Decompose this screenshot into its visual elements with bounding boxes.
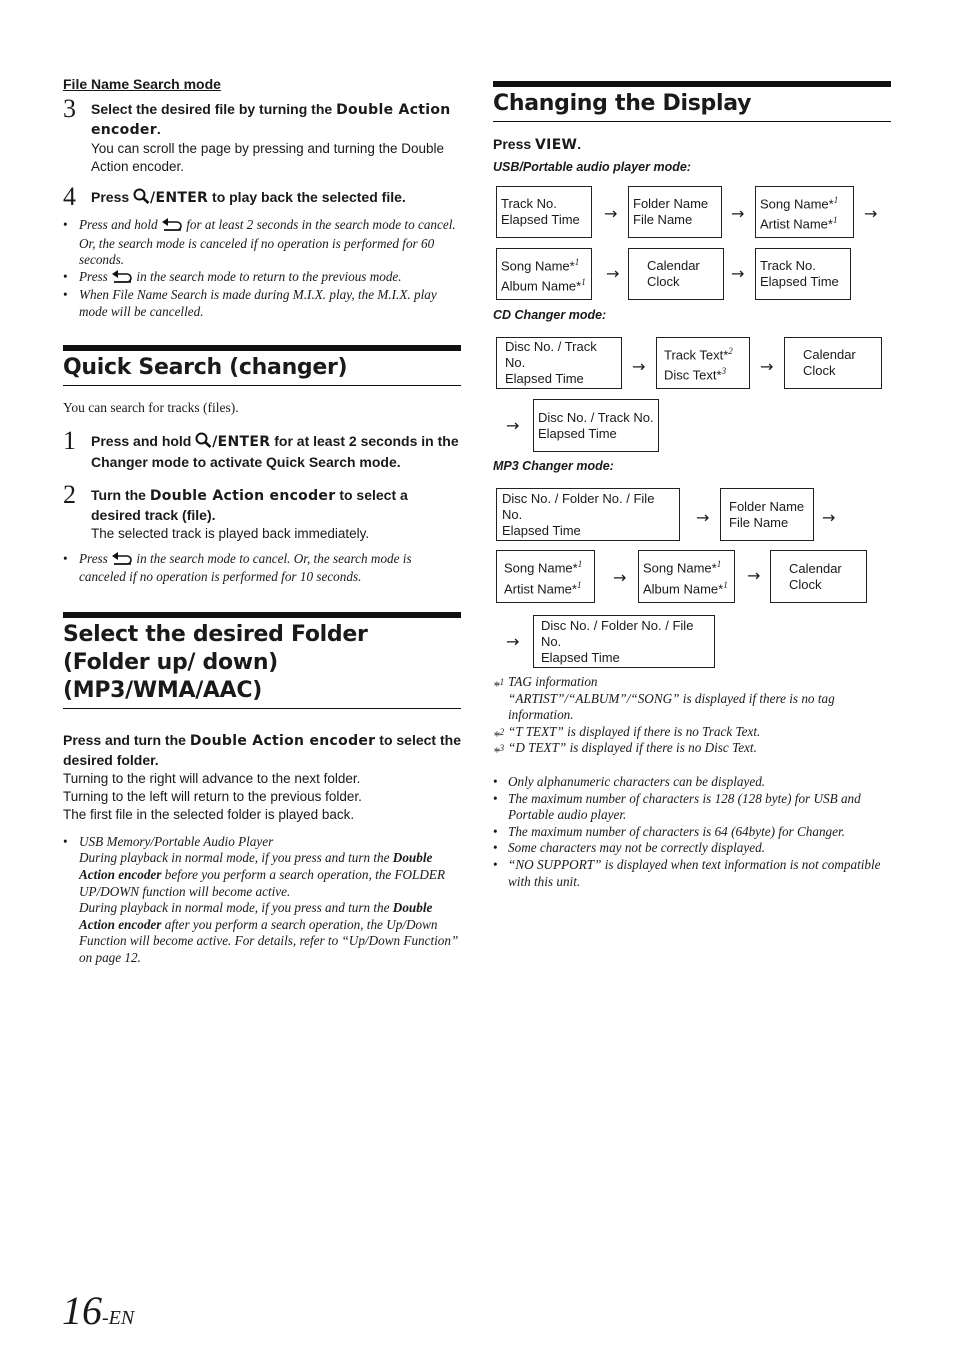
footnotes: [493, 674, 891, 890]
step-4: [63, 182, 461, 211]
cd-box-text: Track Text*$^2$ Disc Text*$^3$: [656, 337, 750, 389]
left-column: [63, 74, 461, 967]
mp3-box-folder: Folder Name File Name: [720, 488, 814, 541]
arrow: →: [506, 632, 520, 651]
usb-box-song-artist: Song Name*$^1$ Artist Name*$^1$: [755, 186, 854, 238]
page-number: 16-EN: [62, 1288, 135, 1333]
arrow: →: [864, 204, 878, 223]
magnifier-icon: [195, 432, 212, 453]
arrow: →: [747, 566, 761, 585]
step-number: 2: [63, 479, 76, 509]
usb-box-track-end: Track No. Elapsed Time: [755, 248, 851, 300]
note-item: • Press and hold for at least 2 seconds in the search mode to cancel. Or, the search mode is canceled if no operation is performed for 60 seconds.: [63, 217, 461, 269]
step-2: [63, 479, 461, 543]
note-item: • Press in the search mode to return to the previous mode.: [63, 269, 461, 288]
step-title: Press and hold /ENTER for at least 2 seconds in the Changer mode to activate Quick Search mode.: [91, 432, 459, 470]
step-title: Press /ENTER to play back the selected file.: [91, 188, 461, 209]
cd-box-disc-track: Disc No. / Track No. Elapsed Time: [496, 337, 622, 389]
step-title: Turn the Double Action encoder to select a desired track (file).: [91, 486, 408, 523]
folder-title: Select the desired Folder (Folder up/ down) (MP3/WMA/AAC): [63, 612, 461, 709]
arrow: →: [731, 264, 745, 283]
note-item: • The maximum number of characters is 64 (64byte) for Changer.: [493, 824, 891, 841]
return-arrow-icon: [111, 269, 133, 288]
usb-box-song-album: Song Name*$^1$ Album Name*$^1$: [496, 248, 592, 300]
press-view: Press VIEW.: [493, 136, 582, 153]
display-notes: [493, 774, 891, 890]
usb-box-folder: Folder Name File Name: [628, 186, 722, 238]
folder-line-3: The first file in the selected folder is played back.: [63, 806, 355, 822]
cd-mode-label: CD Changer mode:: [493, 308, 607, 322]
arrow: →: [632, 357, 646, 376]
quick-search-intro: You can search for tracks (files).: [63, 399, 239, 415]
changing-display-title: Changing the Display: [493, 81, 891, 122]
mp3-mode-label: MP3 Changer mode:: [493, 459, 614, 473]
note-item: • When File Name Search is made during M.I.X. play, the M.I.X. play mode will be cancelled.: [63, 287, 461, 320]
step-number: 3: [63, 94, 76, 123]
step-3: [63, 94, 461, 176]
arrow: →: [731, 204, 745, 223]
note-item: • “NO SUPPORT” is displayed when text information is not compatible with this unit.: [493, 857, 891, 890]
arrow: →: [506, 416, 520, 435]
note-item: • Only alphanumeric characters can be displayed.: [493, 774, 891, 791]
file-search-notes: [63, 217, 461, 321]
note-item: • The maximum number of characters is 128 (128 byte) for USB and Portable audio player.: [493, 791, 891, 824]
footnote-3: *$^3$ “D TEXT” is displayed if there is no Disc Text.: [493, 740, 757, 760]
step-title: Select the desired file by turning the Double Action encoder.: [91, 101, 451, 138]
step-body: You can scroll the page by pressing and turning the Double Action encoder.: [91, 141, 444, 174]
note-item: • USB Memory/Portable Audio Player During playback in normal mode, if you press and turn the Double Action encoder before you perform a search operation, the FOLDER UP/DOWN function will become active. During playback in normal mode, if you press and turn the Double Action encoder after you perform a search operation, the Up/Down Function will become active. For details, refer to “Up/Down Function” on page 12.: [63, 834, 461, 967]
file-search-heading: File Name Search mode: [63, 76, 221, 92]
arrow: →: [760, 357, 774, 376]
quick-search-title: Quick Search (changer): [63, 345, 461, 386]
usb-box-calendar: Calendar Clock: [628, 248, 724, 300]
mp3-box-disc-folder-file-end: Disc No. / Folder No. / File No. Elapsed Time: [533, 615, 715, 668]
step-1: [63, 425, 461, 472]
cd-box-calendar: Calendar Clock: [784, 337, 882, 389]
magnifier-icon: [133, 188, 150, 209]
usb-mode-label: USB/Portable audio player mode:: [493, 160, 691, 174]
folder-line-1: Turning to the right will advance to the next folder.: [63, 770, 361, 786]
usb-box-track: Track No. Elapsed Time: [496, 186, 592, 238]
step-number: 1: [63, 425, 76, 455]
step-number: 4: [63, 182, 76, 211]
mp3-box-song-album: Song Name*$^1$ Album Name*$^1$: [638, 550, 735, 603]
folder-notes: [63, 834, 461, 967]
arrow: →: [606, 264, 620, 283]
arrow: →: [822, 508, 836, 527]
footnote-2: *$^2$ “T TEXT” is displayed if there is no Track Text.: [493, 723, 761, 744]
footnote-1: *$^1$ TAG information “ARTIST”/“ALBUM”/“SONG” is displayed if there is no tag information.: [493, 674, 835, 723]
step-body: The selected track is played back immediately.: [91, 525, 370, 541]
return-arrow-icon: [111, 551, 133, 570]
mp3-box-disc-folder-file: Disc No. / Folder No. / File No. Elapsed Time: [496, 488, 680, 541]
cd-box-disc-track-end: Disc No. / Track No. Elapsed Time: [533, 399, 659, 452]
arrow: →: [604, 204, 618, 223]
mp3-box-song-artist: Song Name*$^1$ Artist Name*$^1$: [496, 550, 595, 603]
folder-line-2: Turning to the left will return to the previous folder.: [63, 788, 362, 804]
return-arrow-icon: [161, 217, 183, 236]
note-item: • Press in the search mode to cancel. Or, the search mode is canceled if no operation is performed for 10 seconds.: [63, 551, 461, 586]
arrow: →: [696, 508, 710, 527]
mp3-box-calendar: Calendar Clock: [770, 550, 867, 603]
quick-search-notes: [63, 551, 461, 586]
folder-lead: Press and turn the Double Action encoder to select the desired folder.: [63, 731, 461, 768]
note-item: • Some characters may not be correctly displayed.: [493, 840, 891, 857]
arrow: →: [613, 568, 627, 587]
right-column: [493, 81, 891, 174]
